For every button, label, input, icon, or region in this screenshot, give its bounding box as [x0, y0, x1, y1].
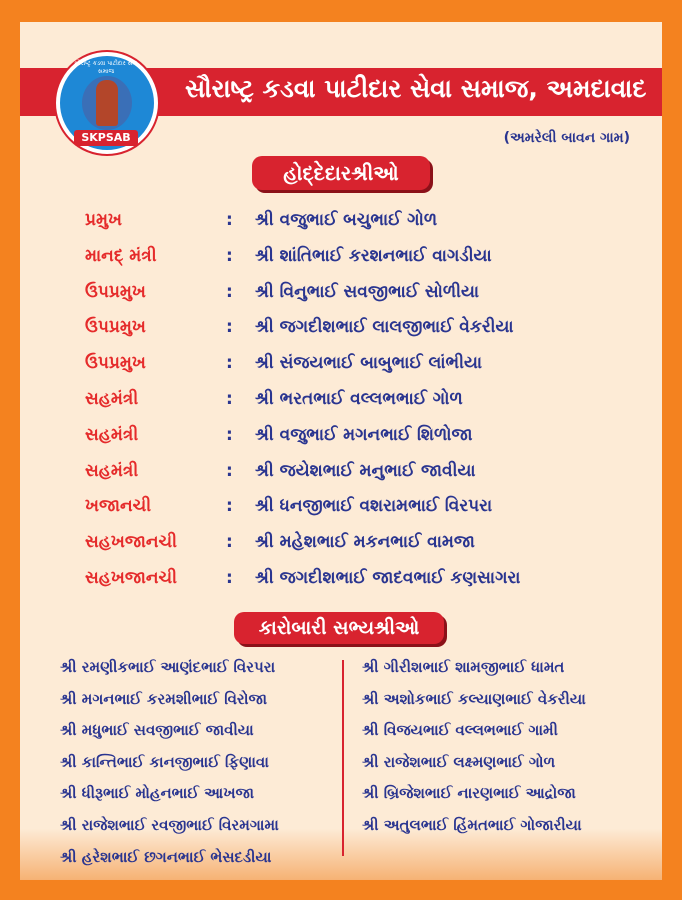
separator: : — [226, 245, 233, 266]
role-label: માનદ્ મંત્રી — [85, 245, 157, 266]
executive-member: શ્રી મગનભાઈ કરમશીભાઈ વિરોજા — [60, 689, 267, 708]
role-label: સહખજાનચી — [85, 532, 177, 553]
member-name: શ્રી વજુભાઈ મગનભાઈ શિળોજા — [255, 424, 473, 445]
role-label: ઉપપ્રમુખ — [85, 317, 146, 338]
member-name: શ્રી મહેશભાઈ મકનભાઈ વામજા — [255, 532, 475, 553]
separator: : — [226, 496, 233, 517]
executive-member: શ્રી અતુલભાઈ હિંમતભાઈ ગોજારીયા — [362, 816, 582, 834]
separator: : — [226, 532, 233, 553]
separator: : — [226, 353, 233, 374]
logo-ring-text: સૌરાષ્ટ્ર કડવા પાટીદાર સેવા સમાજ — [74, 60, 138, 75]
member-name: શ્રી સંજયભાઈ બાબુભાઈ લાંભીયા — [255, 353, 483, 374]
executive-member: શ્રી ગીરીશભાઈ શામજીભાઈ ધામત — [362, 658, 565, 676]
executive-member: શ્રી રાજેશભાઈ લક્ષ્મણભાઈ ગોળ — [362, 752, 556, 771]
role-label: સહમંત્રી — [85, 460, 139, 481]
separator: : — [226, 281, 233, 302]
executive-member: શ્રી બ્રિજેશભાઈ નારણભાઈ આદ્રોજા — [362, 784, 576, 803]
executive-member: શ્રી રાજેશભાઈ રવજીભાઈ વિરમગામા — [60, 816, 279, 834]
executive-member: શ્રી અશોકભાઈ કલ્યાણભાઈ વેકરીયા — [362, 689, 586, 708]
role-label: ખજાનચી — [85, 496, 152, 517]
executive-member: શ્રી ધીરૂભાઈ મોહનભાઈ આખજા — [60, 784, 255, 803]
separator: : — [226, 568, 233, 588]
separator: : — [226, 460, 233, 481]
role-label: ઉપપ્રમુખ — [85, 281, 146, 302]
role-label: સહખજાનચી — [85, 568, 177, 588]
logo-ribbon: SKPSAB — [74, 130, 138, 146]
separator: : — [226, 424, 233, 445]
member-name: શ્રી વિનુભાઈ સવજીભાઈ સોળીયા — [255, 281, 480, 302]
role-label: સહમંત્રી — [85, 424, 139, 445]
role-label: સહમંત્રી — [85, 389, 139, 409]
separator: : — [226, 317, 233, 338]
column-divider — [342, 660, 344, 856]
office-bearers-heading: હોદ્દેદારશ્રીઓ — [252, 156, 430, 190]
member-name: શ્રી વજુભાઈ બચુભાઈ ગોળ — [255, 210, 438, 230]
executive-member: શ્રી રમણીકભાઈ આણંદભાઈ વિરપરા — [60, 658, 276, 676]
executive-member: શ્રી હરેશભાઈ છગનભાઈ ભેસદડીયા — [60, 847, 272, 866]
member-name: શ્રી જયેશભાઈ મનુભાઈ જાવીયા — [255, 460, 476, 481]
organization-title: સૌરાષ્ટ્ર કડવા પાટીદાર સેવા સમાજ, અમદાવાદ — [185, 74, 647, 103]
member-name: શ્રી જગદીશભાઈ લાલજીભાઈ વેકરીયા — [255, 317, 514, 338]
executive-member: શ્રી વિજયભાઈ વલ્લભભાઈ ગામી — [362, 721, 558, 740]
subtitle: (અમરેલી બાવન ગામ) — [503, 130, 630, 146]
member-name: શ્રી ભરતભાઈ વલ્લભભાઈ ગોળ — [255, 389, 463, 409]
separator: : — [226, 210, 233, 230]
role-label: પ્રમુખ — [85, 210, 123, 230]
executive-member: શ્રી કાન્તિભાઈ કાનજીભાઈ ફિણાવા — [60, 752, 269, 771]
member-name: શ્રી જગદીશભાઈ જાદવભાઈ કણસાગરા — [255, 568, 521, 588]
role-label: ઉપપ્રમુખ — [85, 353, 146, 374]
separator: : — [226, 389, 233, 409]
logo-deity-icon — [96, 80, 118, 126]
member-name: શ્રી શાંતિભાઈ કરશનભાઈ વાગડીયા — [255, 245, 492, 266]
executive-members-heading: કારોબારી સભ્યશ્રીઓ — [234, 612, 444, 644]
member-name: શ્રી ધનજીભાઈ વશરામભાઈ વિરપરા — [255, 496, 493, 517]
executive-member: શ્રી મધુભાઈ સવજીભાઈ જાવીયા — [60, 721, 254, 740]
